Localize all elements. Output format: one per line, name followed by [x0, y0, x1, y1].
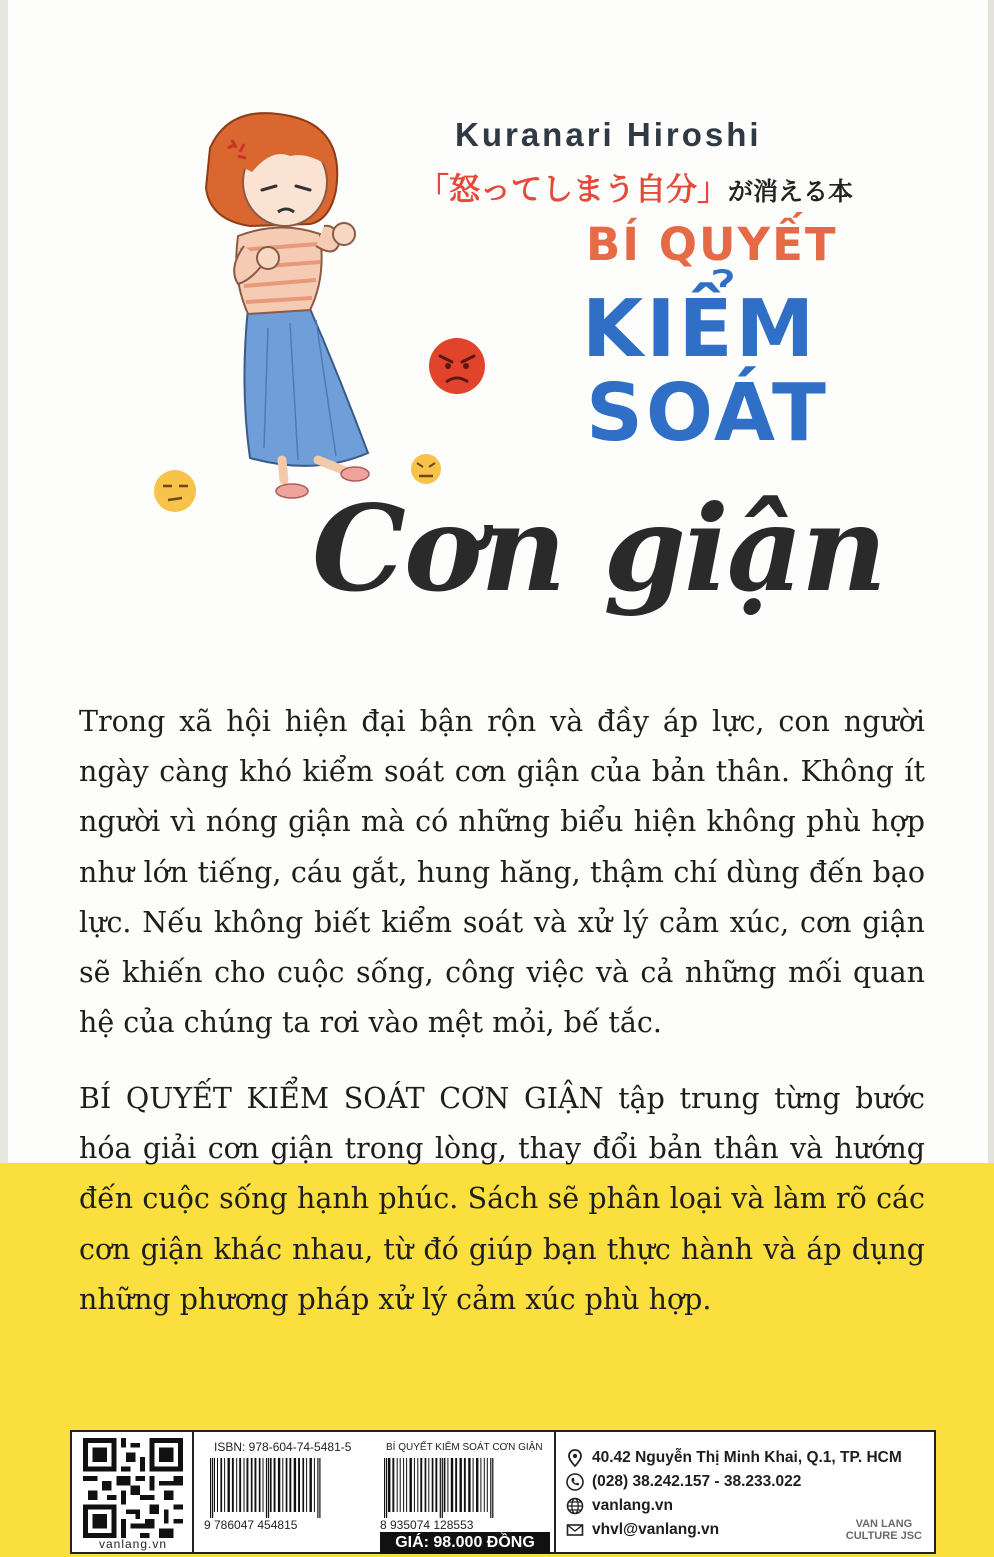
- japanese-original-title: [418, 164, 853, 209]
- phone-text: (028) 38.242.157 - 38.233.022: [592, 1473, 802, 1490]
- annoyed-face-icon: [150, 468, 200, 514]
- info-panel: [70, 1430, 936, 1554]
- blurb-paragraph-1: Trong xã hội hiện đại bận rộn và đầy áp lực, con người ngày càng khó kiểm soát cơn giận của bản thân. Không ít người vì nóng giận mà có những biểu hiện không phù hợp như lớn tiếng, cáu gắt, hung hăng, thậm chí dùng đến bạo lực. Nếu không biết kiểm soát và xử lý cảm xúc, cơn giận sẽ khiến cho cuộc sống, công việc và cả những mối quan hệ của chúng ta rơi vào mệt mỏi, bế tắc.: [79, 705, 925, 1040]
- website-line[interactable]: [566, 1494, 902, 1518]
- product-barcode-digits: 8 935074 128553: [380, 1518, 474, 1532]
- qr-caption: vanlang.vn: [98, 1537, 168, 1551]
- title-line-1: BÍ QUYẾT: [586, 218, 838, 271]
- blurb-paragraph-2: BÍ QUYẾT KIỂM SOÁT CƠN GIẬN tập trung từng bước hóa giải cơn giận trong lòng, thay đổi bản thân và hướng đến cuộc sống hạnh phúc. Sách sẽ phân loại và làm rõ các cơn giận khác nhau, từ đó giúp bạn thực hành và áp dụng những phương pháp xử lý cảm xúc phù hợp.: [79, 1082, 925, 1316]
- website-text[interactable]: vanlang.vn: [592, 1497, 673, 1514]
- japanese-title-black: が消える本: [728, 177, 854, 206]
- japanese-title-red: 「怒ってしまう自分」: [418, 172, 728, 208]
- title-line-2: KIỂM: [582, 283, 818, 375]
- title-script: Cơn giận: [312, 479, 886, 618]
- address-text: 40.42 Nguyễn Thị Minh Khai, Q.1, TP. HCM: [592, 1449, 902, 1466]
- barcode-short-title: BÍ QUYẾT KIỂM SOÁT CƠN GIẬN: [386, 1442, 543, 1453]
- location-pin-icon: [566, 1449, 584, 1467]
- panel-divider-right: [554, 1432, 556, 1552]
- publisher-logo-line-2: CULTURE JSC: [845, 1530, 922, 1542]
- phone-icon: [566, 1473, 584, 1491]
- product-barcode: [380, 1458, 540, 1518]
- publisher-logo: [846, 1518, 922, 1542]
- isbn-label: ISBN: 978-604-74-5481-5: [214, 1440, 352, 1454]
- price-label: GIÁ: 98.000 ĐỒNG: [380, 1532, 550, 1554]
- qr-code[interactable]: [78, 1438, 188, 1538]
- phone-line: [566, 1470, 902, 1494]
- publisher-logo-line-1: VAN LANG: [855, 1518, 913, 1530]
- angry-red-face-icon: [422, 336, 492, 396]
- isbn-barcode: [206, 1458, 366, 1518]
- isbn-barcode-digits: 9 786047 454815: [204, 1518, 298, 1532]
- title-line-3: SOÁT: [586, 367, 829, 459]
- author-name: Kuranari Hiroshi: [455, 116, 762, 153]
- globe-icon: [566, 1497, 584, 1515]
- email-text[interactable]: vhvl@vanlang.vn: [592, 1521, 720, 1538]
- mail-icon: [566, 1521, 584, 1539]
- address-line: [566, 1446, 902, 1470]
